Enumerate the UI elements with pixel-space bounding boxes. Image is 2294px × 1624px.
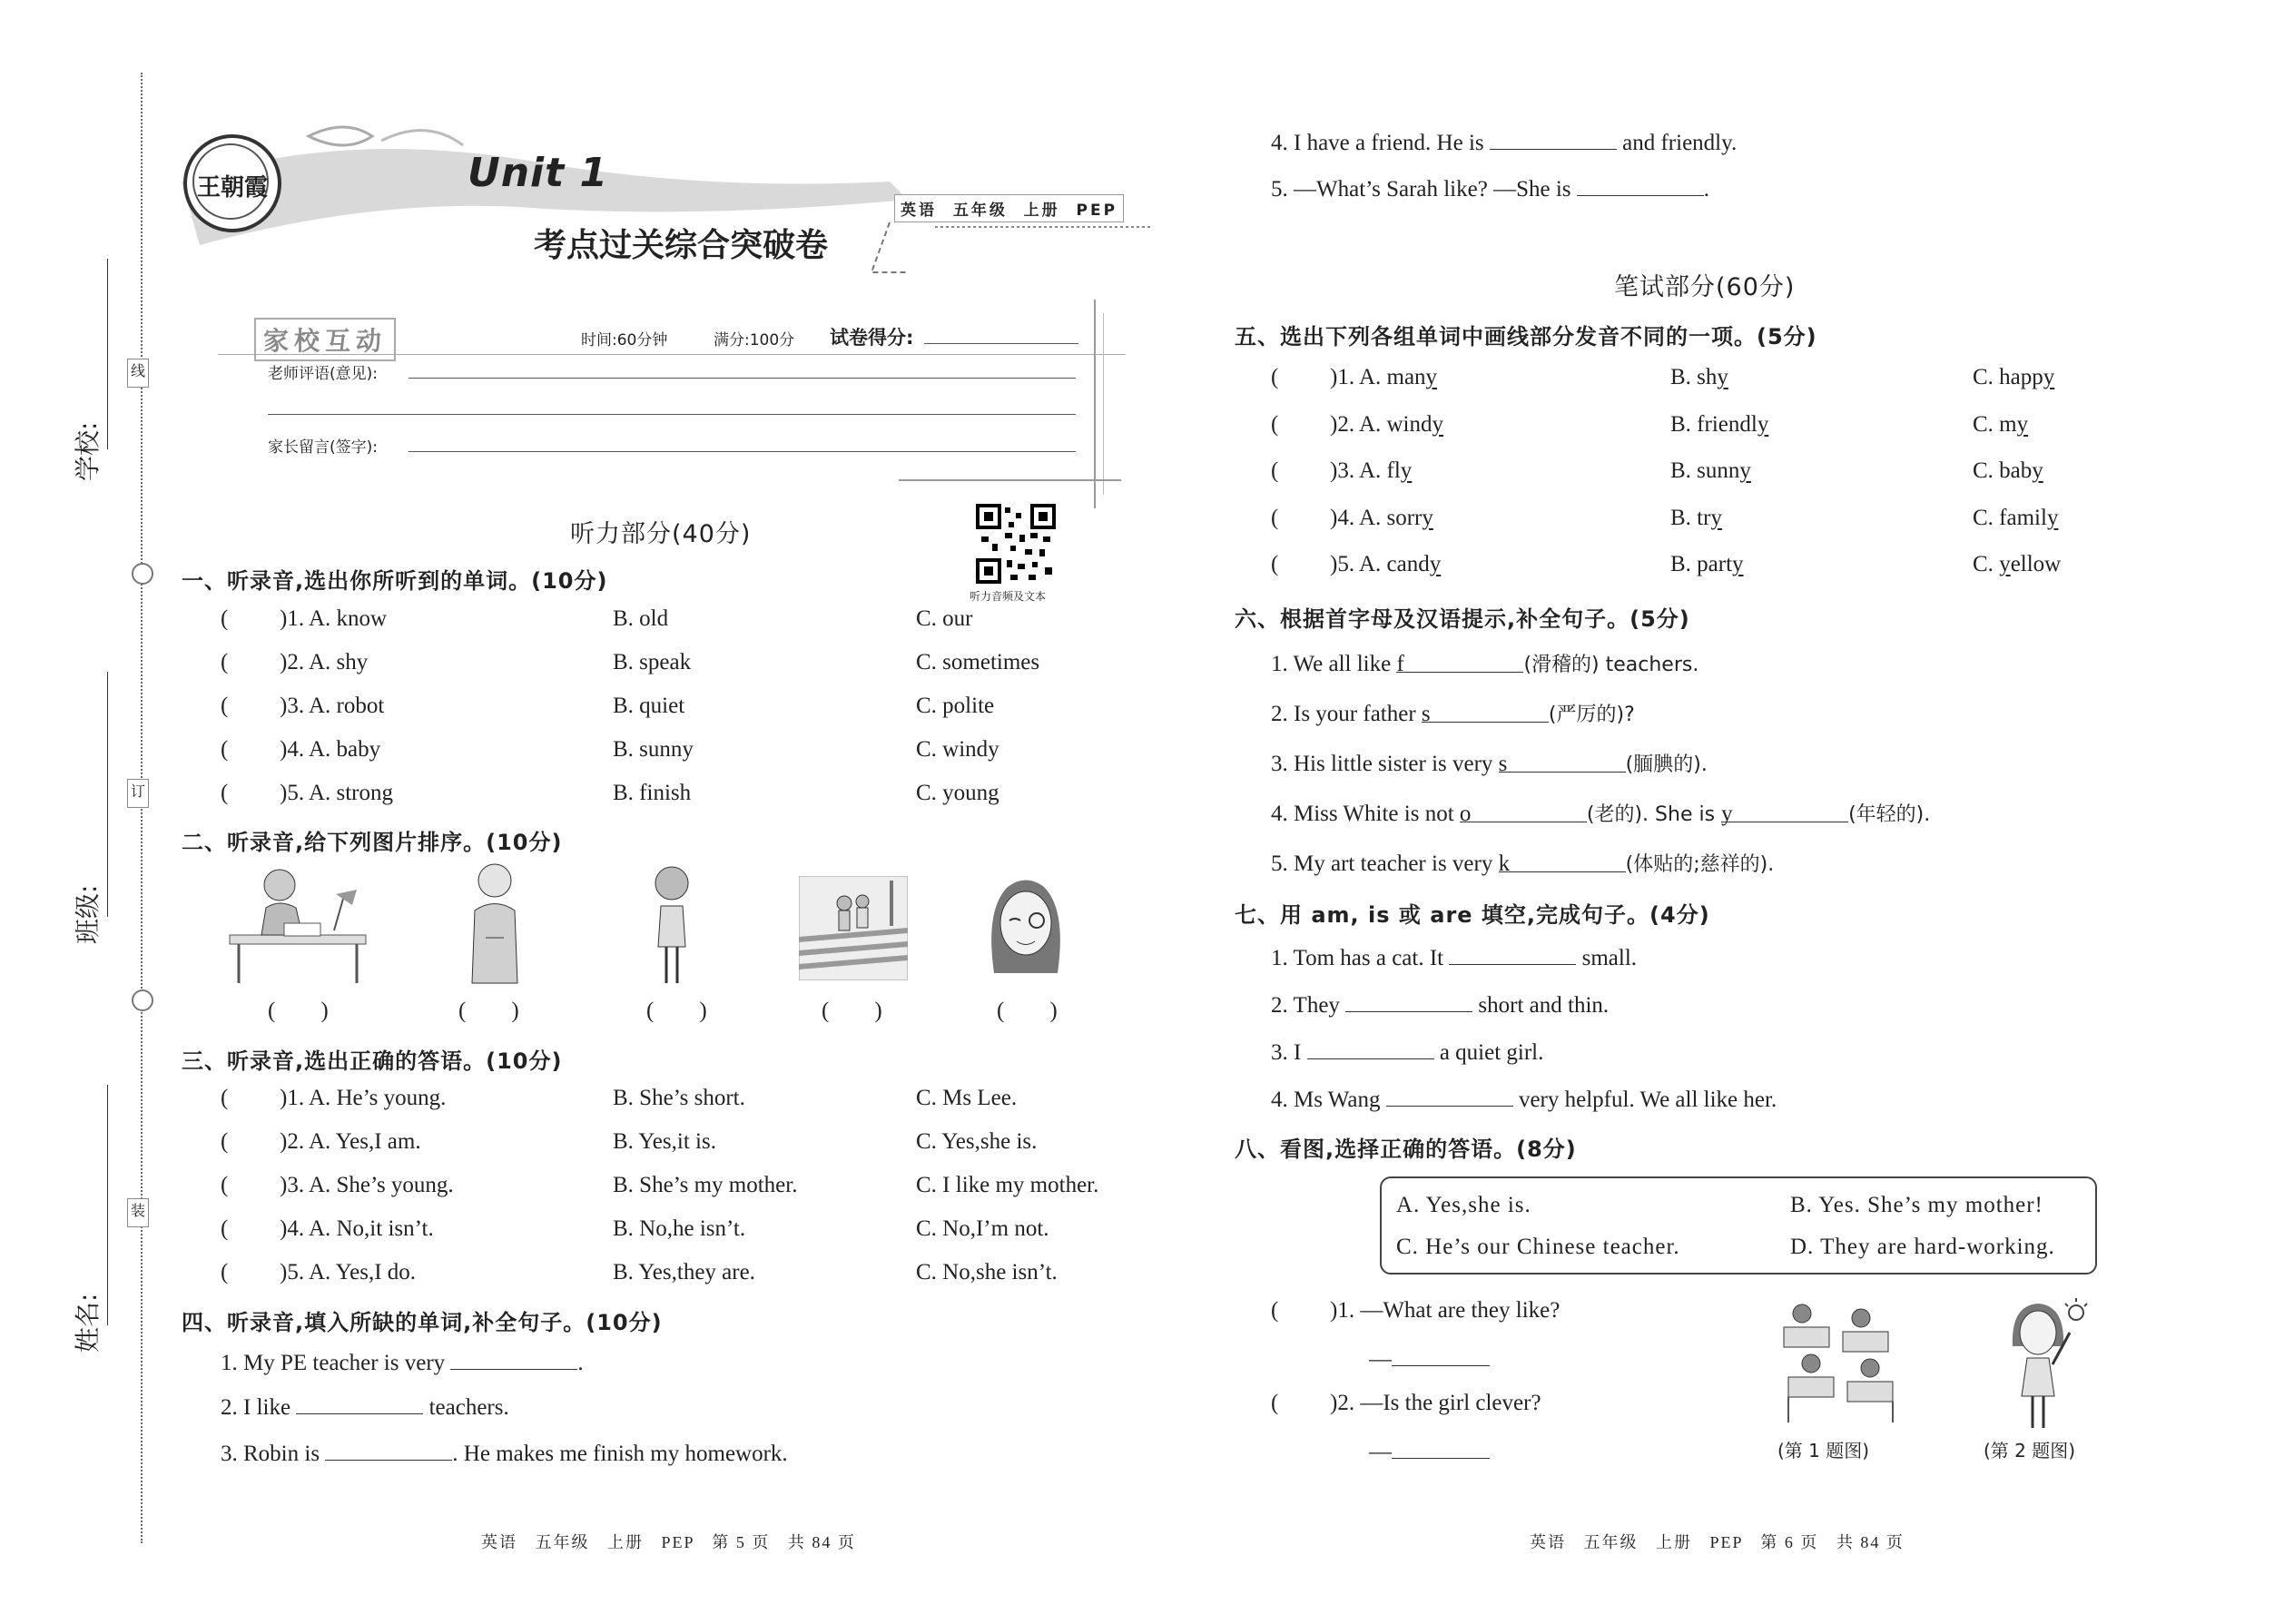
teacher-comment-field[interactable] [409,378,1076,379]
margin-mark: 装 [127,1198,149,1227]
s8-answer-1: — [1369,1345,1490,1373]
picture-street-crossing [799,876,908,980]
caption-1: (第 1 题图) [1777,1440,1870,1462]
s8-paren-2[interactable]: ( [1271,1391,1279,1415]
section-5-title: 五、选出下列各组单词中画线部分发音不同的一项。(5分) [1235,324,1817,349]
picture-boy-at-desk [225,867,370,985]
parent-note-label: 家长留言(签字): [268,438,378,457]
s8-question-2: )2. —Is the girl clever? [1330,1391,1541,1415]
picture-answer-3[interactable]: ( ) [646,999,707,1023]
picture-girl [645,861,699,988]
margin-mark: 线 [127,359,149,388]
unit-title: Unit 1 [468,150,609,196]
fill-blank[interactable] [1392,1438,1490,1459]
score-field[interactable] [924,343,1078,344]
option-b: B. Yes. She’s my mother! [1790,1193,2043,1217]
fill-blank[interactable]: k [1499,851,1626,872]
class-field[interactable] [107,672,108,917]
fill-blank[interactable]: y [1721,802,1848,822]
s4-item-1: 1. My PE teacher is very . [221,1351,584,1375]
fill-blank[interactable] [325,1440,452,1461]
picture-students-classroom [1770,1291,1906,1427]
fill-blank[interactable] [1449,944,1576,965]
s4-item-3: 3. Robin is . He makes me finish my homework. [221,1442,788,1466]
section-7-title: 七、用 am, is 或 are 填空,完成句子。(4分) [1235,902,1710,928]
fill-blank[interactable] [1490,129,1617,150]
fill-blank[interactable]: s [1422,702,1549,723]
s7-item-1: 1. Tom has a cat. It small. [1271,946,1638,970]
total-score: 满分:100分 [714,331,795,349]
s6-item-2: 2. Is your father s (严厉的)? [1271,702,1635,726]
s6-item-5: 5. My art teacher is very k (体贴的;慈祥的). [1271,851,1775,876]
section-3-title: 三、听录音,选出正确的答语。(10分) [182,1048,563,1074]
writing-title: 笔试部分(60分) [1614,273,1796,301]
picture-clever-girl [1993,1296,2092,1432]
s6-item-4: 4. Miss White is not o (老的). She is y (年轻的). [1271,802,1931,826]
qr-code[interactable] [976,504,1056,584]
teacher-comment-label: 老师评语(意见): [268,365,378,383]
fill-blank[interactable] [1386,1086,1513,1107]
subject-tag: 英语 五年级 上册 PEP [894,194,1124,222]
picture-answer-5[interactable]: ( ) [997,999,1058,1023]
section-4-title: 四、听录音,填入所缺的单词,补全句子。(10分) [182,1310,663,1335]
picture-old-woman [458,861,531,988]
picture-answer-1[interactable]: ( ) [268,999,329,1023]
qr-caption: 听力音频及文本 [970,590,1047,603]
option-a: A. Yes,she is. [1396,1193,1531,1217]
caption-2: (第 2 题图) [1984,1440,2076,1462]
binding-dotted-line [141,73,143,1543]
fill-blank[interactable] [1577,175,1704,196]
divider [1094,300,1096,508]
fill-blank[interactable] [1392,1345,1490,1366]
listening-title: 听力部分(40分) [570,520,752,548]
answer-paren: ( [221,606,229,631]
class-label: 班级: [73,884,103,944]
binding-hole [132,989,153,1011]
s7-item-2: 2. They short and thin. [1271,993,1610,1018]
fill-blank[interactable]: f [1396,652,1523,673]
time-info: 时间:60分钟 [581,331,668,349]
margin-mark: 订 [127,779,149,808]
option-d: D. They are hard-working. [1790,1235,2055,1259]
s6-item-3: 3. His little sister is very s (腼腆的). [1271,752,1708,776]
section-1-title: 一、听录音,选出你所听到的单词。(10分) [182,568,608,594]
s8-answer-2: — [1369,1438,1490,1465]
footer-left: 英语 五年级 上册 PEP 第 5 页 共 84 页 [481,1533,856,1551]
s4-item-5: 5. —What’s Sarah like? —She is . [1271,177,1709,202]
divider [1103,313,1104,495]
options-box [1380,1176,2097,1275]
s4-item-2: 2. I like teachers. [221,1395,509,1420]
s8-paren-1[interactable]: ( [1271,1298,1279,1323]
divider [899,479,1121,481]
binding-hole [132,563,153,585]
s7-item-4: 4. Ms Wang very helpful. We all like her. [1271,1088,1777,1112]
fill-blank[interactable] [1307,1038,1434,1059]
school-field[interactable] [107,259,108,449]
fill-blank[interactable] [1345,991,1472,1012]
fill-blank[interactable] [296,1393,423,1414]
score-label: 试卷得分: [830,327,914,349]
teacher-comment-field-2[interactable] [268,414,1076,415]
section-8-title: 八、看图,选择正确的答语。(8分) [1235,1137,1577,1162]
logo-text: 王朝霞 [196,174,268,202]
picture-answer-2[interactable]: ( ) [458,999,519,1023]
parent-note-field[interactable] [409,451,1076,452]
picture-answer-4[interactable]: ( ) [822,999,882,1023]
divider [218,354,1126,355]
school-label: 学校: [73,421,103,481]
fill-blank[interactable] [450,1349,577,1370]
exam-subtitle: 考点过关综合突破卷 [534,226,829,264]
logo-seal [183,134,281,232]
picture-woman-winking [980,873,1071,982]
s7-item-3: 3. I a quiet girl. [1271,1040,1544,1065]
section-2-title: 二、听录音,给下列图片排序。(10分) [182,830,563,855]
s6-item-1: 1. We all like f (滑稽的) teachers. [1271,652,1699,676]
s4-item-4: 4. I have a friend. He is and friendly. [1271,131,1738,155]
name-field[interactable] [107,1085,108,1325]
name-label: 姓名: [73,1293,103,1353]
s8-question-1: )1. —What are they like? [1330,1298,1561,1323]
home-school-label: 家校互动 [254,318,396,361]
footer-right: 英语 五年级 上册 PEP 第 6 页 共 84 页 [1530,1533,1905,1551]
fill-blank[interactable]: s [1499,752,1626,773]
section-6-title: 六、根据首字母及汉语提示,补全句子。(5分) [1235,606,1690,632]
fill-blank[interactable]: o [1460,802,1587,822]
option-c: C. He’s our Chinese teacher. [1396,1235,1680,1259]
